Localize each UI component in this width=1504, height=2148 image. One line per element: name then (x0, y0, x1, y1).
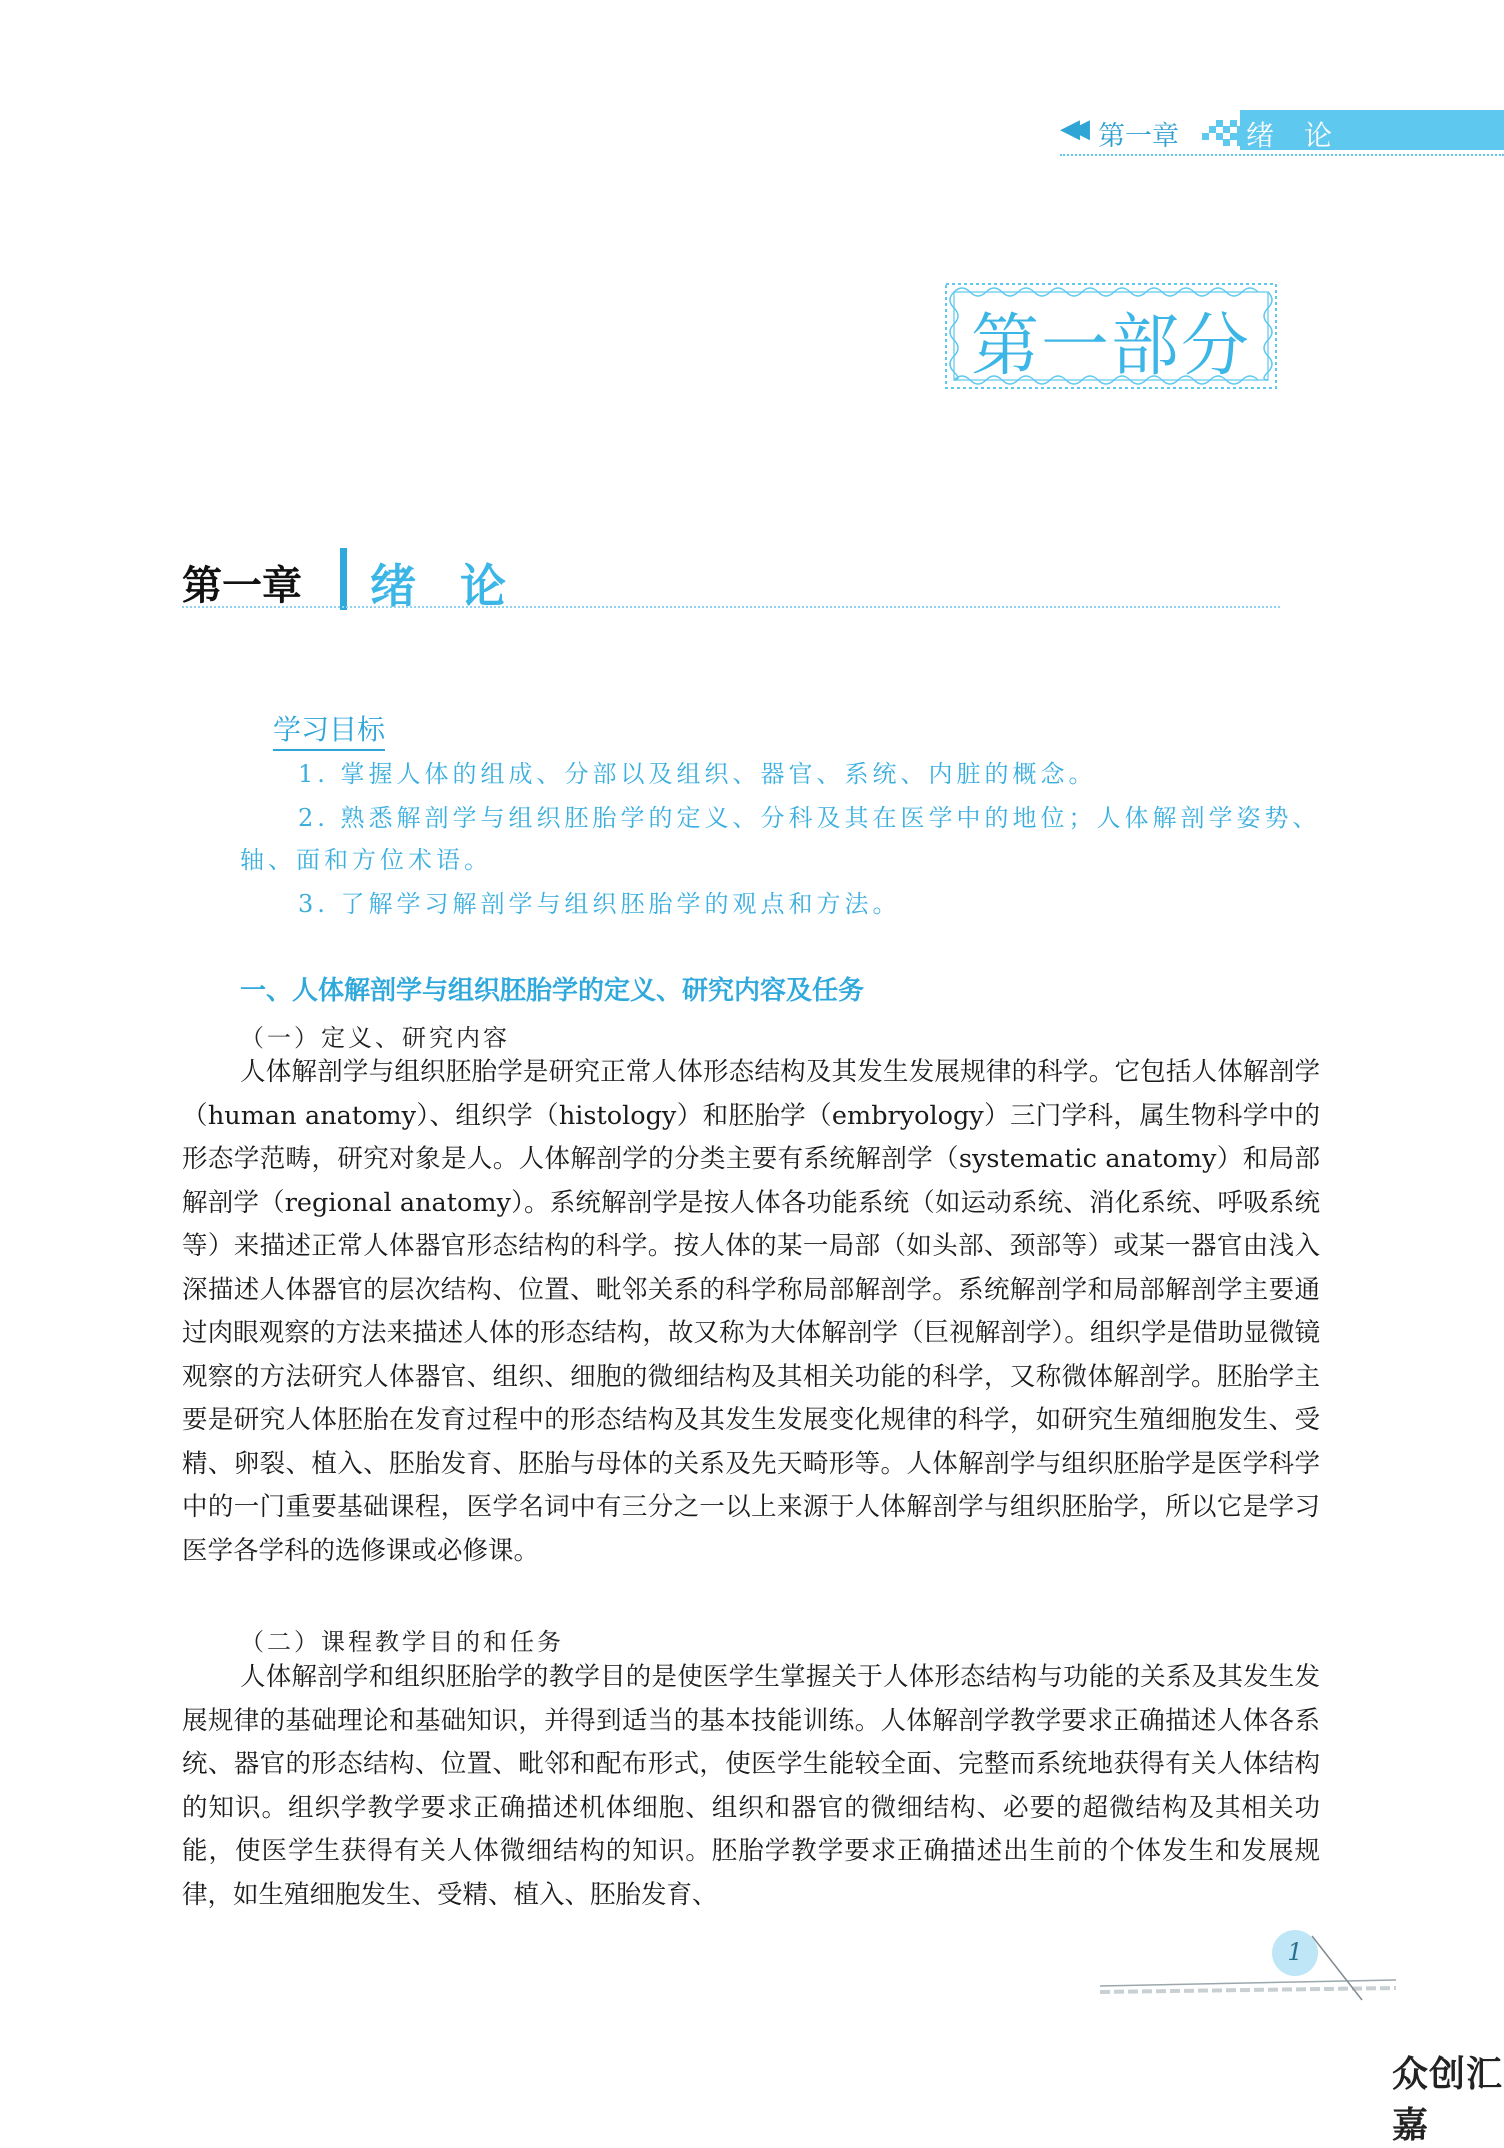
objectives-title: 学习目标 (273, 708, 385, 751)
running-header-chapter: 第一章 (1098, 121, 1179, 152)
subsection-heading: （一）定义、研究内容 (240, 1024, 510, 1052)
chapter-divider (340, 548, 347, 610)
body-paragraph: 人体解剖学和组织胚胎学的教学目的是使医学生掌握关于人体形态结构与功能的关系及其发生发展规律的基础理论和基础知识，并得到适当的基本技能训练。人体解剖学教学要求正确描述人体各系统、器官的形态结构、位置、毗邻和配布形式，使医学生能较全面、完整而系统地获得有关人体结构的知识。组织学教学要求正确描述机体细胞、组织和器官的微细结构、必要的超微结构及其相关功能，使医学生获得有关人体微细结构的知识。胚胎学教学要求正确描述出生前的个体发生和发展规律，如生殖细胞发生、受精、植入、胚胎发育、 (182, 1662, 1320, 1910)
chapter-heading (182, 548, 1280, 612)
section-heading: 一、人体解剖学与组织胚胎学的定义、研究内容及任务 (240, 976, 865, 1006)
running-header-title: 绪论 (1246, 119, 1363, 152)
body-paragraph: 人体解剖学与组织胚胎学是研究正常人体形态结构及其发生发展规律的科学。它包括人体解剖学（human anatomy）、组织学（histology）和胚胎学（embryology）三门学科，属生物科学中的形态学范畴，研究对象是人。人体解剖学的分类主要有系统解剖学（systematic anatomy）和局部解剖学（regional anatomy）。系统解剖学是按人体各功能系统（如运动系统、消化系统、呼吸系统等）来描述正常人体器官形态结构的科学。按人体的某一局部（如头部、颈部等）或某一器官由浅入深描述人体器官的层次结构、位置、毗邻关系的科学称局部解剖学。系统解剖学和局部解剖学主要通过肉眼观察的方法来描述人体的形态结构，故又称为大体解剖学（巨视解剖学）。组织学是借助显微镜观察的方法研究人体器官、组织、细胞的微细结构及其相关功能的科学，又称微体解剖学。胚胎学主要是研究人体胚胎在发育过程中的形态结构及其发生发展变化规律的科学，如研究生殖细胞发生、受精、卵裂、植入、胚胎发育、胚胎与母体的关系及先天畸形等。人体解剖学与组织胚胎学是医学科学中的一门重要基础课程，医学名词中有三分之一以上来源于人体解剖学与组织胚胎学，所以它是学习医学各学科的选修课或必修课。 (182, 1057, 1320, 1566)
objective-item: 3. 了解学习解剖学与组织胚胎学的观点和方法。 (298, 890, 901, 918)
double-left-arrow-icon: ◀◀ (1060, 114, 1080, 144)
part-title: 第一部分 (970, 307, 1251, 386)
page-footer-lines (1100, 1928, 1400, 2008)
checker-pattern-icon (1202, 120, 1246, 146)
objective-item: 1. 掌握人体的组成、分部以及组织、器官、系统、内脏的概念。 (298, 760, 1097, 788)
objective-item-continuation: 轴、面和方位术语。 (240, 846, 492, 874)
page-number-area (1100, 1928, 1400, 2008)
page-number: 1 (1287, 1938, 1303, 1966)
running-header (1060, 108, 1504, 154)
chapter-label: 第一章 (182, 563, 302, 609)
objective-item: 2. 熟悉解剖学与组织胚胎学的定义、分科及其在医学中的地位；人体解剖学姿势、 (298, 804, 1321, 832)
subsection-heading: （二）课程教学目的和任务 (240, 1628, 564, 1656)
running-header-dotted-rule (1060, 154, 1504, 156)
chapter-title: 绪论 (370, 559, 550, 613)
watermark: 众创汇嘉 (1392, 2054, 1504, 2146)
part-title-banner (940, 278, 1282, 394)
chapter-dotted-rule (182, 606, 1280, 608)
